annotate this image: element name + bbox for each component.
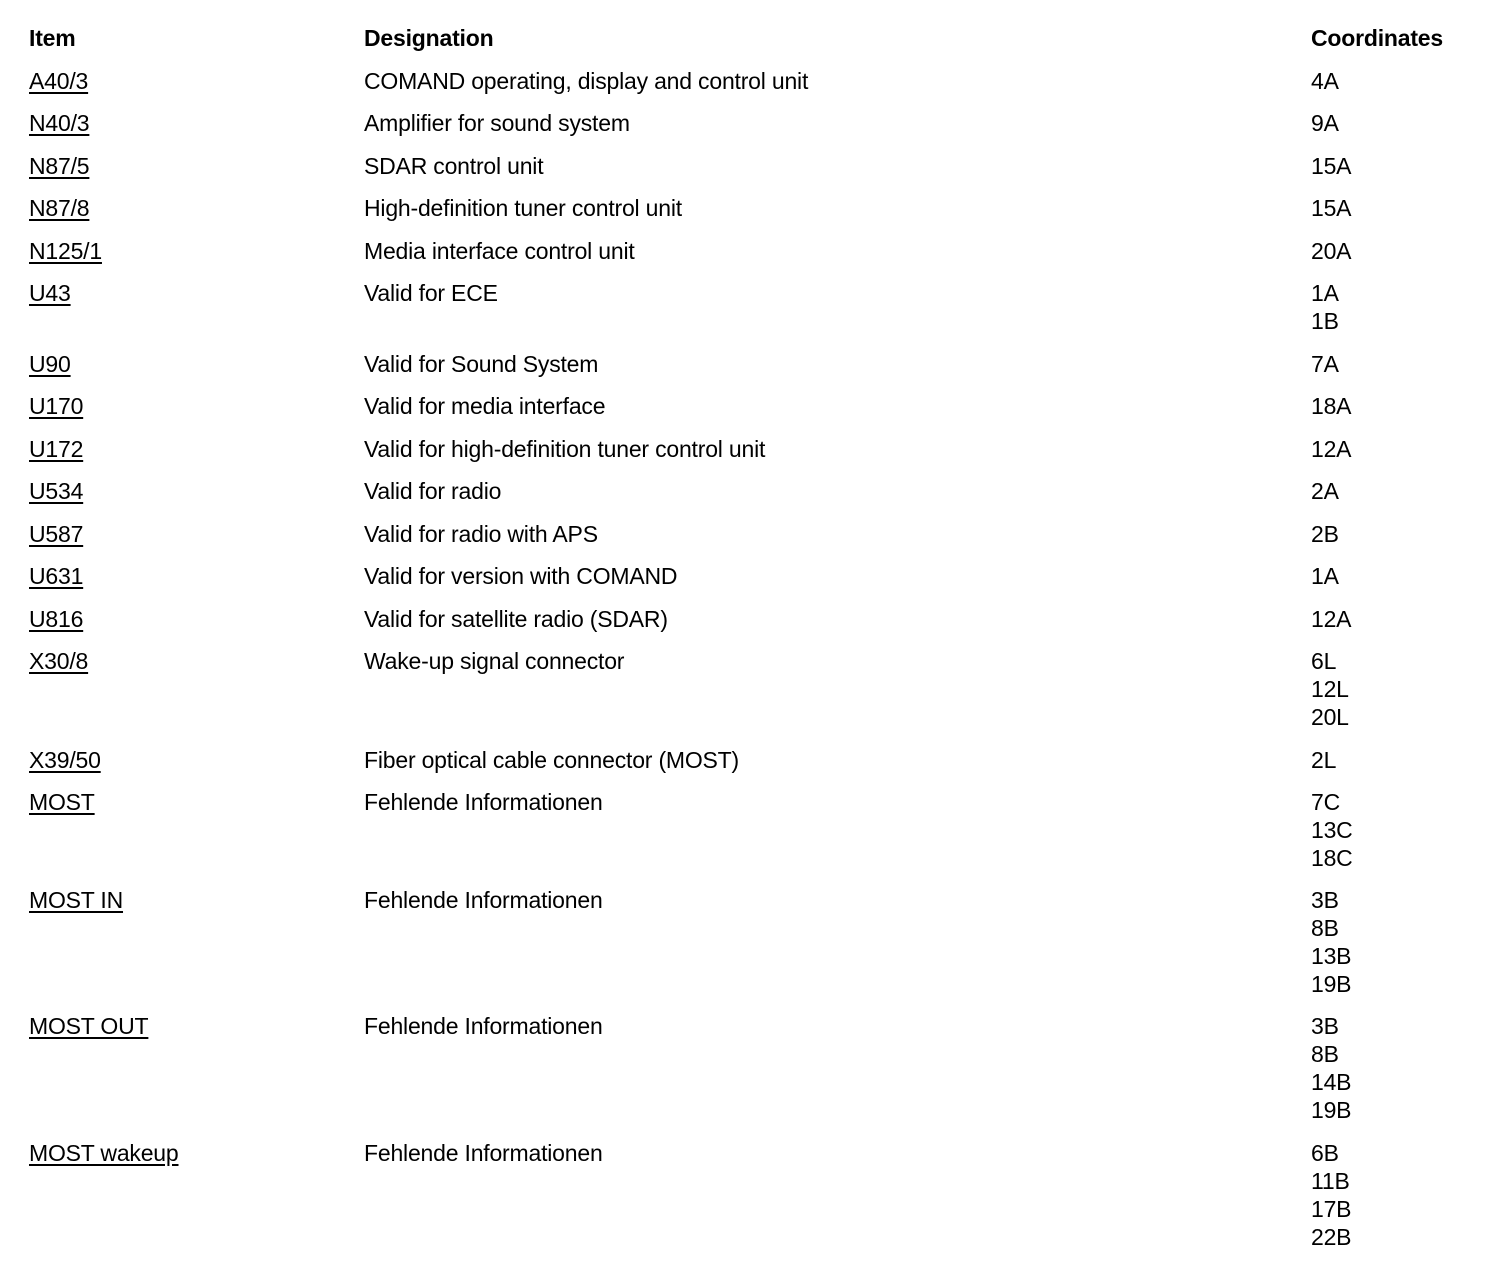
coordinates-cell	[1311, 109, 1491, 137]
coordinate-value: 2A	[1311, 478, 1339, 504]
coordinates-cell	[1311, 67, 1491, 95]
coordinate-value: 2B	[1311, 521, 1339, 547]
coordinate-value: 1B	[1311, 308, 1339, 334]
item-link[interactable]: A40/3	[29, 68, 89, 94]
coordinate-value: 3B	[1311, 1013, 1339, 1039]
coordinates-cell	[1311, 520, 1491, 548]
item-link[interactable]: U534	[29, 478, 84, 504]
designation-cell: Valid for ECE	[364, 280, 498, 306]
item-link[interactable]: U43	[29, 280, 71, 306]
coordinates-cell	[1311, 886, 1491, 998]
item-link[interactable]: MOST IN	[29, 887, 124, 913]
coordinate-value: 15A	[1311, 195, 1352, 221]
coordinate-value: 6L	[1311, 648, 1337, 674]
coordinate-value: 2L	[1311, 747, 1337, 773]
item-link[interactable]: MOST	[29, 789, 95, 815]
coordinates-cell	[1311, 152, 1491, 180]
item-link[interactable]: N87/5	[29, 153, 90, 179]
designation-cell: Fehlende Informationen	[364, 887, 603, 913]
coordinate-value: 11B	[1311, 1168, 1350, 1194]
designation-cell: Valid for radio	[364, 478, 502, 504]
item-link[interactable]: U816	[29, 606, 84, 632]
coordinates-cell	[1311, 279, 1491, 335]
coordinates-cell	[1311, 605, 1491, 633]
item-link[interactable]: U587	[29, 521, 84, 547]
designation-cell: Fehlende Informationen	[364, 1140, 603, 1166]
designation-cell: SDAR control unit	[364, 153, 544, 179]
designation-cell: Fehlende Informationen	[364, 789, 603, 815]
item-link[interactable]: U172	[29, 436, 84, 462]
coordinate-value: 22B	[1311, 1224, 1352, 1250]
coordinates-cell	[1311, 194, 1491, 222]
header-designation: Designation	[364, 25, 494, 51]
coordinate-value: 13C	[1311, 817, 1353, 843]
item-link[interactable]: X39/50	[29, 747, 101, 773]
designation-cell: Valid for media interface	[364, 393, 606, 419]
item-link[interactable]: U90	[29, 351, 71, 377]
designation-cell: High-definition tuner control unit	[364, 195, 682, 221]
coordinates-cell	[1311, 1139, 1491, 1251]
item-link[interactable]: N87/8	[29, 195, 90, 221]
coordinate-value: 9A	[1311, 110, 1339, 136]
coordinate-value: 7A	[1311, 351, 1339, 377]
coordinate-value: 8B	[1311, 915, 1339, 941]
coordinates-cell	[1311, 1012, 1491, 1124]
item-link[interactable]: X30/8	[29, 648, 89, 674]
coordinate-value: 13B	[1311, 943, 1352, 969]
designation-cell: Valid for version with COMAND	[364, 563, 678, 589]
coordinate-value: 7C	[1311, 789, 1341, 815]
coordinate-value: 18C	[1311, 845, 1353, 871]
item-link[interactable]: U631	[29, 563, 84, 589]
coordinates-cell	[1311, 477, 1491, 505]
coordinate-value: 12L	[1311, 676, 1349, 702]
coordinate-value: 15A	[1311, 153, 1352, 179]
coordinates-cell	[1311, 788, 1491, 872]
coordinate-value: 20A	[1311, 238, 1352, 264]
coordinates-cell	[1311, 350, 1491, 378]
coordinate-value: 6B	[1311, 1140, 1339, 1166]
item-link[interactable]: MOST OUT	[29, 1013, 149, 1039]
coordinate-value: 14B	[1311, 1069, 1352, 1095]
item-link[interactable]: N125/1	[29, 238, 102, 264]
coordinate-value: 3B	[1311, 887, 1339, 913]
coordinate-value: 8B	[1311, 1041, 1339, 1067]
item-link[interactable]: N40/3	[29, 110, 90, 136]
coordinate-value: 20L	[1311, 704, 1349, 730]
designation-cell: Amplifier for sound system	[364, 110, 630, 136]
designation-cell: Valid for satellite radio (SDAR)	[364, 606, 668, 632]
coordinate-value: 18A	[1311, 393, 1352, 419]
designation-cell: Media interface control unit	[364, 238, 635, 264]
designation-cell: Valid for radio with APS	[364, 521, 598, 547]
coordinate-value: 19B	[1311, 1097, 1352, 1123]
designation-cell: COMAND operating, display and control unit	[364, 68, 809, 94]
coordinates-cell	[1311, 562, 1491, 590]
header-item: Item	[29, 25, 76, 51]
coordinate-value: 1A	[1311, 563, 1339, 589]
coordinates-cell	[1311, 647, 1491, 731]
coordinate-value: 19B	[1311, 971, 1352, 997]
coordinates-cell	[1311, 746, 1491, 774]
coordinate-value: 4A	[1311, 68, 1339, 94]
designation-cell: Fiber optical cable connector (MOST)	[364, 747, 739, 773]
item-link[interactable]: U170	[29, 393, 84, 419]
designation-cell: Valid for high-definition tuner control unit	[364, 436, 766, 462]
coordinate-value: 17B	[1311, 1196, 1352, 1222]
designation-cell: Valid for Sound System	[364, 351, 599, 377]
coordinate-value: 12A	[1311, 606, 1352, 632]
coordinates-cell	[1311, 392, 1491, 420]
item-link[interactable]: MOST wakeup	[29, 1140, 179, 1166]
designation-cell: Fehlende Informationen	[364, 1013, 603, 1039]
coordinate-value: 12A	[1311, 436, 1352, 462]
header-coordinates: Coordinates	[1311, 25, 1443, 51]
coordinates-cell	[1311, 237, 1491, 265]
designation-cell: Wake-up signal connector	[364, 648, 625, 674]
coordinates-cell	[1311, 435, 1491, 463]
coordinate-value: 1A	[1311, 280, 1339, 306]
